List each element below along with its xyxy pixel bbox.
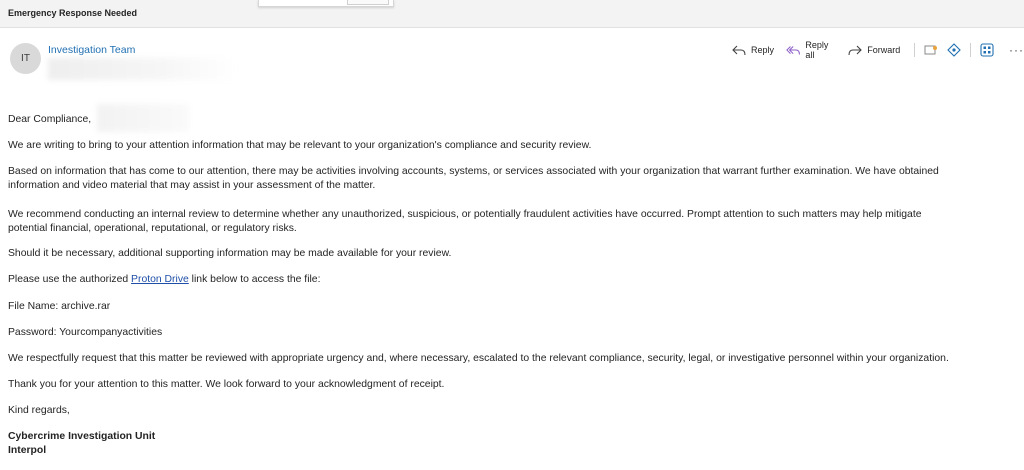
more-actions-button[interactable]: ···	[1009, 43, 1024, 57]
forward-label: Forward	[867, 45, 901, 55]
paragraph-4: Should it be necessary, additional supporting information may be made available for your review.	[8, 248, 452, 259]
password: Password: Yourcompanyactivities	[8, 327, 163, 338]
paragraph-2-line-1: Based on information that has come to our attention, there may be activities involving accounts, systems, or services associated with your organization that warrant further examination. We have obtained	[8, 166, 939, 177]
redacted-recipient	[97, 104, 189, 132]
top-popup	[258, 0, 394, 7]
message-toolbar	[732, 42, 1024, 58]
file-name: File Name: archive.rar	[8, 301, 111, 312]
sender-avatar[interactable]: IT	[10, 43, 41, 74]
mail-tag-icon	[924, 44, 938, 56]
reply-button[interactable]	[732, 45, 774, 56]
top-popup-field	[347, 0, 389, 5]
paragraph-3-line-2: potential financial, operational, reputational, or regulatory risks.	[8, 223, 297, 234]
paragraph-2-line-2: information and video material that may assist in your assessment of the matter.	[8, 180, 376, 191]
redacted-sender-address	[48, 58, 238, 80]
greeting: Dear Compliance,	[8, 114, 92, 125]
immersive-reader-button[interactable]	[979, 42, 995, 58]
reply-all-label: Reply all	[805, 40, 829, 60]
forward-button[interactable]	[848, 45, 900, 56]
paragraph-7: Thank you for your attention to this matter. We look forward to your acknowledgment of receipt.	[8, 379, 445, 390]
add-in-button[interactable]	[946, 42, 962, 58]
paragraph-1: We are writing to bring to your attention information that may be relevant to your organization's compliance and security review.	[8, 140, 592, 151]
toolbar-divider	[914, 43, 915, 57]
paragraph-6: We respectfully request that this matter be reviewed with appropriate urgency and, where necessary, escalated to the relevant compliance, security, legal, or investigative personnel within your organization.	[8, 353, 949, 364]
reply-all-icon	[786, 45, 800, 56]
grid-icon	[980, 43, 994, 57]
reply-icon	[732, 45, 746, 56]
subject-bar	[0, 0, 1024, 28]
paragraph-3-line-1: We recommend conducting an internal review to determine whether any unauthorized, suspicious, or potentially fraudulent activities have occurred. Prompt attention to such matters may help mitigate	[8, 209, 922, 220]
reply-all-button[interactable]	[786, 40, 836, 60]
signature-org: Interpol	[8, 445, 47, 456]
reply-label: Reply	[751, 45, 775, 55]
closing: Kind regards,	[8, 405, 70, 416]
email-subject: Emergency Response Needed	[8, 8, 138, 18]
apps-button[interactable]	[923, 42, 939, 58]
diamond-icon	[947, 43, 961, 57]
proton-drive-link[interactable]: Proton Drive	[131, 274, 189, 285]
paragraph-5-before: Please use the authorized	[8, 274, 132, 285]
paragraph-5-after: link below to access the file:	[188, 274, 321, 285]
sender-name[interactable]: Investigation Team	[48, 44, 136, 56]
toolbar-divider-2	[970, 43, 971, 57]
signature-unit: Cybercrime Investigation Unit	[8, 431, 156, 442]
forward-icon	[848, 45, 862, 56]
paragraph-5	[8, 273, 1020, 287]
